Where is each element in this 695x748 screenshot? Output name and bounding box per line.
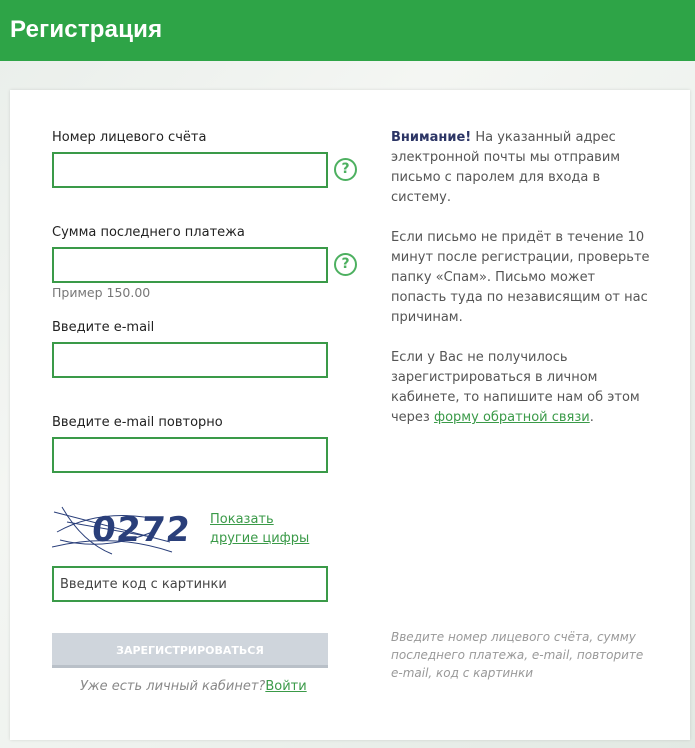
paragraph3-prefix: Если у Вас не получилось зарегистрироваться в личном кабинете, то напишите нам об этом через <box>391 350 640 425</box>
captcha-noise-lines <box>52 502 174 558</box>
paragraph3-suffix: . <box>589 410 594 425</box>
validation-note: Введите номер лицевого счёта, сумму последнего платежа, e-mail, повторите e-mail, код с картинки <box>391 630 644 680</box>
email-input[interactable] <box>52 342 328 378</box>
header-bar <box>0 0 695 61</box>
registration-card <box>10 90 690 740</box>
captcha-image <box>52 502 193 558</box>
feedback-form-link[interactable]: форму обратной связи <box>433 410 590 425</box>
captcha-code: 0272 <box>89 510 193 550</box>
register-button[interactable]: ЗАРЕГИСТРИРОВАТЬСЯ <box>52 633 328 668</box>
payment-amount-input[interactable] <box>52 247 328 283</box>
captcha-input[interactable] <box>52 566 328 602</box>
login-row <box>80 679 307 694</box>
question-circle-icon[interactable]: ? <box>334 158 357 181</box>
captcha-refresh-link[interactable] <box>210 510 320 548</box>
email-label: Введите e-mail <box>52 320 155 335</box>
account-number-input[interactable] <box>52 152 328 188</box>
email-repeat-input[interactable] <box>52 437 328 473</box>
page-title: Регистрация <box>10 16 163 43</box>
info-paragraph-3 <box>391 348 651 428</box>
login-prompt: Уже есть личный кабинет? <box>80 679 266 694</box>
info-paragraph-2: Если письмо не придёт в течение 10 минут после регистрации, проверьте папку «Спам». Письмо может попасть туда по независящим от нас причинам. <box>391 230 650 325</box>
captcha-refresh-line2: другие цифры <box>210 531 310 546</box>
attention-label: Внимание! <box>391 130 472 145</box>
login-link[interactable]: Войти <box>265 679 307 694</box>
payment-hint: Пример 150.00 <box>52 285 151 300</box>
payment-label: Сумма последнего платежа <box>52 225 245 240</box>
question-circle-icon[interactable]: ? <box>334 253 357 276</box>
account-label: Номер лицевого счёта <box>52 130 207 145</box>
captcha-refresh-line1: Показать <box>210 512 274 527</box>
email-repeat-label: Введите e-mail повторно <box>52 415 223 430</box>
info-attention <box>391 128 651 208</box>
attention-text: На указанный адрес электронной почты мы отправим письмо с паролем для входа в систему. <box>391 130 621 205</box>
